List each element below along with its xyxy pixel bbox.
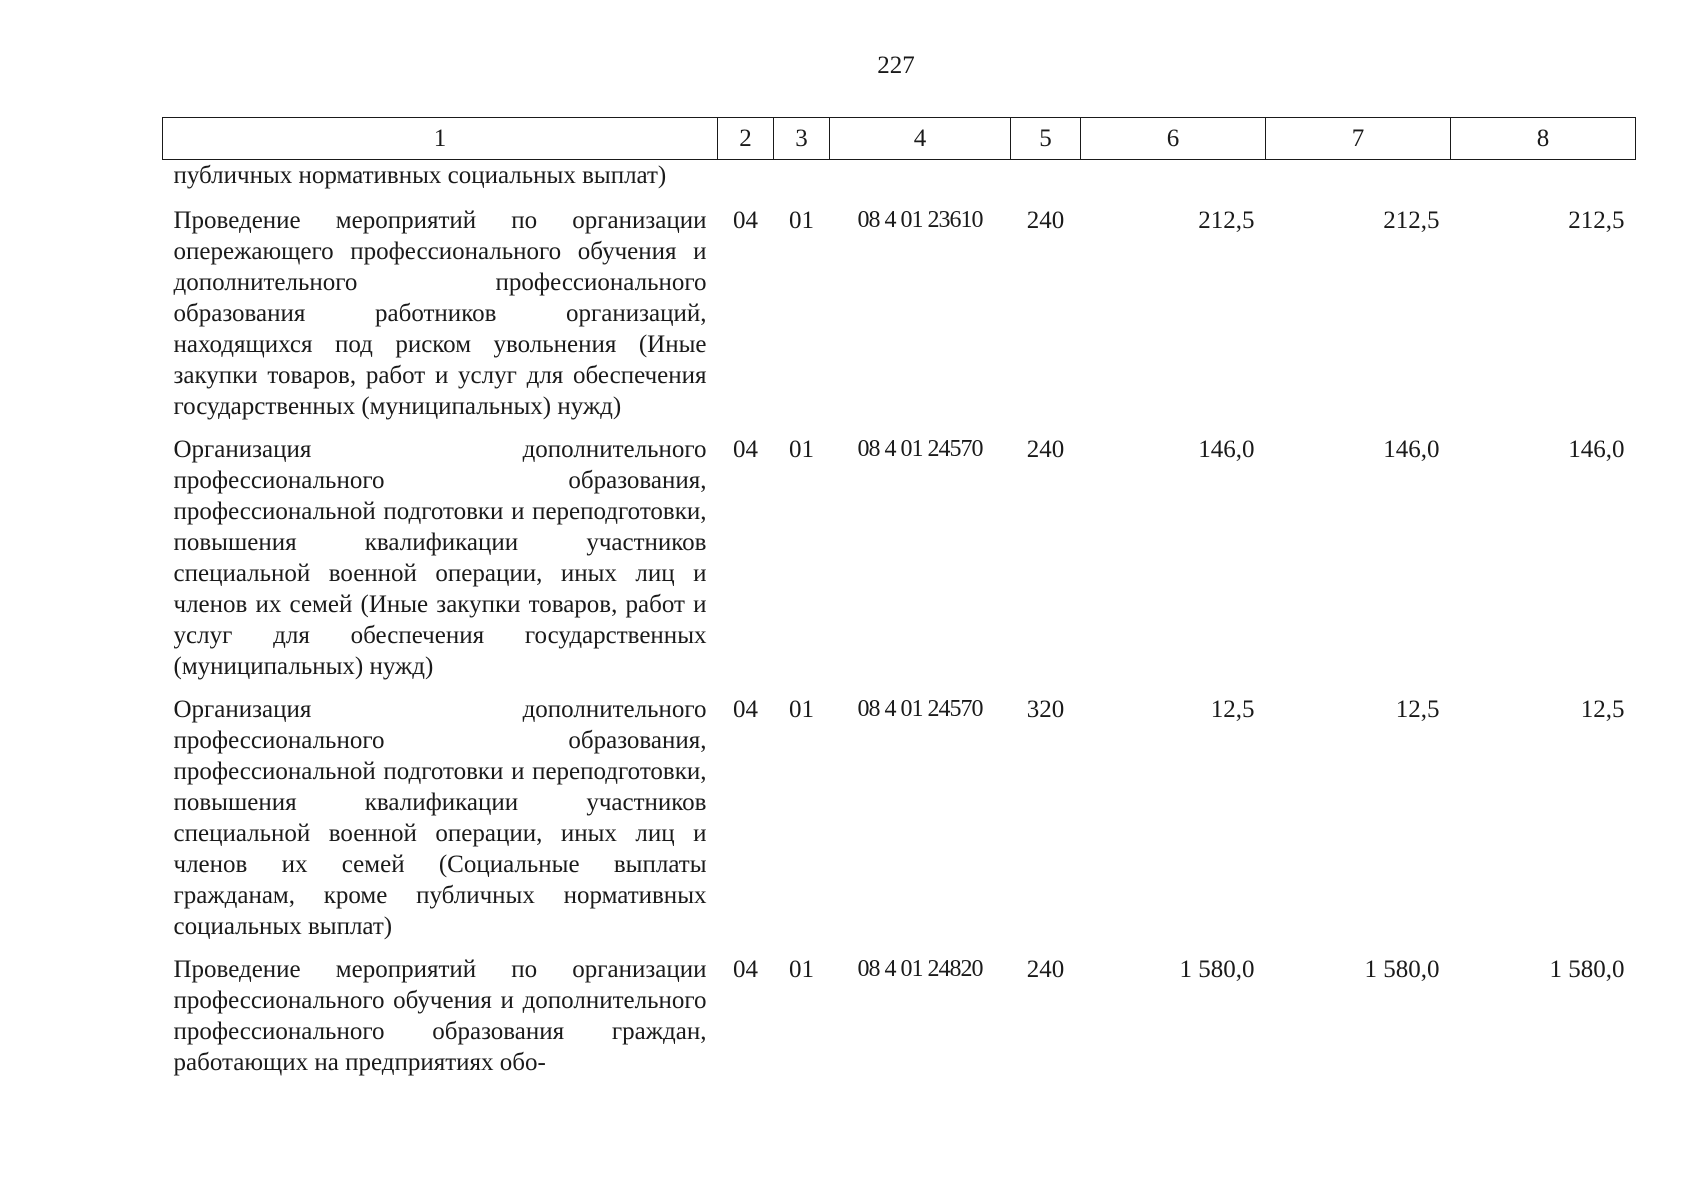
- row-description: публичных нормативных социальных выплат): [173, 162, 667, 189]
- row-year2-amount: 12,5: [1395, 696, 1440, 723]
- row-description: Проведение мероприятий по организации профессионального обучения и дополнительного профессионального образования граждан, работающих на предприятиях обо-: [173, 956, 707, 1076]
- column-header-4: 4: [830, 118, 1011, 160]
- row-expense-type: 320: [1026, 696, 1065, 723]
- row-subsection: [774, 160, 830, 206]
- page-number: 227: [877, 52, 915, 79]
- row-year1-amount: 212,5: [1198, 207, 1255, 234]
- row-expense-type: 240: [1026, 207, 1065, 234]
- row-section: 04: [733, 436, 758, 463]
- column-header-5: 5: [1011, 118, 1081, 160]
- row-section: [718, 160, 774, 206]
- row-year2-amount: [1266, 160, 1451, 206]
- row-year1-amount: [1081, 160, 1266, 206]
- row-subsection: 01: [789, 436, 814, 463]
- table-row: [163, 205, 1636, 434]
- row-expense-type: [1011, 160, 1081, 206]
- row-year3-amount: 12,5: [1580, 696, 1625, 723]
- row-target-article: 08 4 01 23610: [857, 207, 983, 233]
- row-expense-type: 240: [1026, 956, 1065, 983]
- table-row: [163, 434, 1636, 694]
- row-target-article: 08 4 01 24820: [857, 956, 983, 982]
- column-number-header-row: [163, 118, 1636, 160]
- column-header-7: 7: [1266, 118, 1451, 160]
- row-section: 04: [733, 696, 758, 723]
- row-year1-amount: 1 580,0: [1179, 956, 1255, 983]
- row-target-article: 08 4 01 24570: [857, 436, 983, 462]
- row-year3-amount: 1 580,0: [1549, 956, 1625, 983]
- row-year2-amount: 212,5: [1383, 207, 1440, 234]
- row-year3-amount: 212,5: [1568, 207, 1625, 234]
- row-year2-amount: 1 580,0: [1364, 956, 1440, 983]
- row-subsection: 01: [789, 956, 814, 983]
- table-row: [163, 694, 1636, 954]
- row-expense-type: 240: [1026, 436, 1065, 463]
- row-year2-amount: 146,0: [1383, 436, 1440, 463]
- row-description: Проведение мероприятий по организации опережающего профессионального обучения и дополнительного профессионального образования работников организаций, находящихся под риском увольнения (Иные закупки товаров, работ и услуг для обеспечения государственных (муниципальных) нужд): [173, 207, 707, 420]
- column-header-2: 2: [718, 118, 774, 160]
- row-section: 04: [733, 956, 758, 983]
- row-year1-amount: 146,0: [1198, 436, 1255, 463]
- table-row: [163, 954, 1636, 1090]
- row-description: Организация дополнительного профессионального образования, профессиональной подготовки и переподготовки, повышения квалификации участников специальной военной операции, иных лиц и членов их семей (Социальные выплаты гражданам, кроме публичных нормативных социальных выплат): [173, 696, 707, 940]
- row-year3-amount: 146,0: [1568, 436, 1625, 463]
- row-year1-amount: 12,5: [1210, 696, 1255, 723]
- row-year3-amount: [1451, 160, 1636, 206]
- budget-table: [162, 117, 1636, 1090]
- column-header-1: 1: [163, 118, 718, 160]
- row-target-article: 08 4 01 24570: [857, 696, 983, 722]
- row-description: Организация дополнительного профессионального образования, профессиональной подготовки и переподготовки, повышения квалификации участников специальной военной операции, иных лиц и членов их семей (Иные закупки товаров, работ и услуг для обеспечения государственных (муниципальных) нужд): [173, 436, 707, 680]
- column-header-8: 8: [1451, 118, 1636, 160]
- column-header-3: 3: [774, 118, 830, 160]
- row-section: 04: [733, 207, 758, 234]
- row-target-article: [830, 160, 1011, 206]
- table-row: [163, 160, 1636, 206]
- row-subsection: 01: [789, 696, 814, 723]
- column-header-6: 6: [1081, 118, 1266, 160]
- row-subsection: 01: [789, 207, 814, 234]
